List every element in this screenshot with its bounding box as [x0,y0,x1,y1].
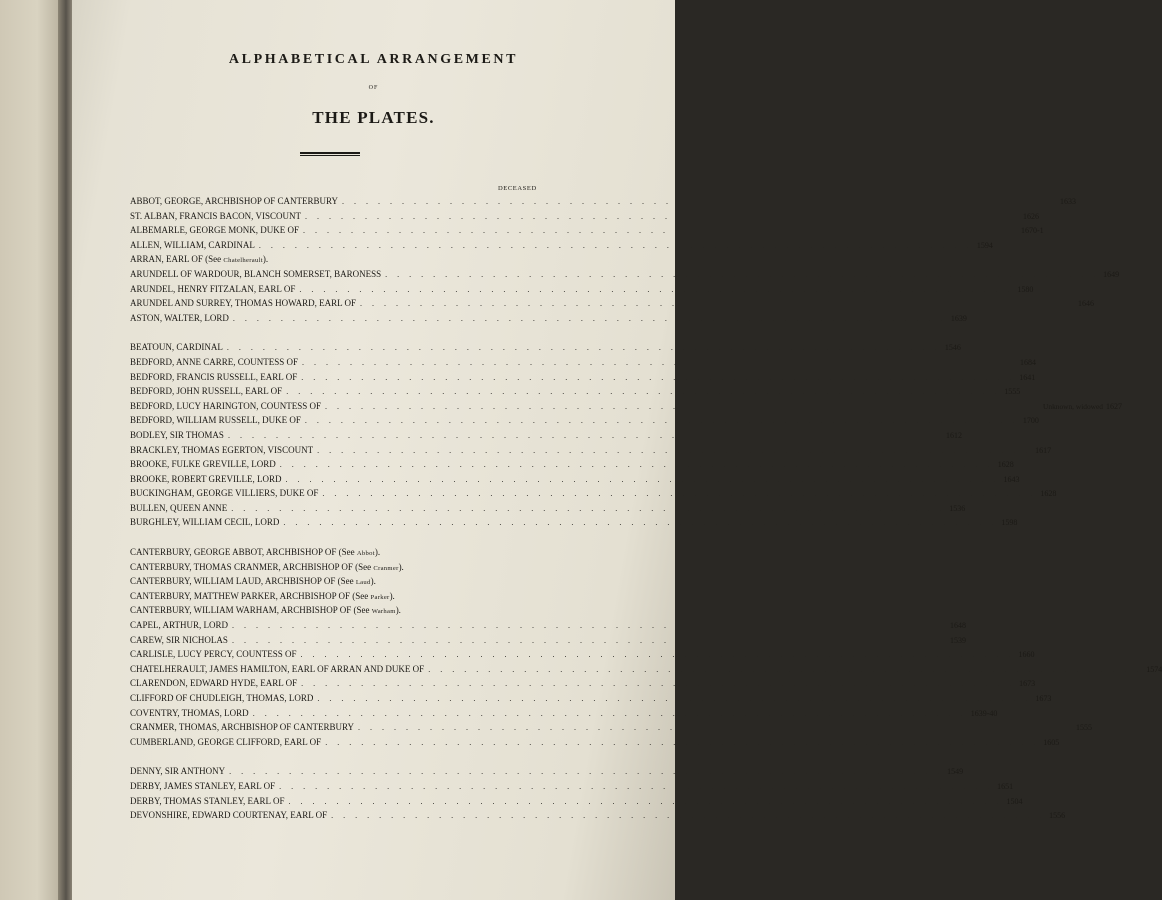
column-header-deceased: DECEASED [498,185,537,192]
entry-year: 1504 [1006,796,1023,806]
dot-leader: . . . . . . . . . . . . . . . . . . . . . . . . . . . . . . . . . . . . . . . . . . . . . . . . . . . . . . . . . . . . [303,226,1017,236]
dot-leader: . . . . . . . . . . . . . . . . . . . . . . . . . . . . . . . . . . . . . . . . . . . . . . . . . . . . . . . . . . . . [325,737,1040,747]
index-entry [130,399,1122,414]
dot-leader: . . . . . . . . . . . . . . . . . . . . . . . . . . . . . . . . . . . . . . . . . . . . . . . . . . . . . . . . . . . . [283,518,998,528]
index-entry [130,355,1037,370]
index-entry [130,296,1095,311]
entry-name-text: BROOKE, ROBERT GREVILLE, LORD [130,473,282,484]
index-entry [130,545,534,560]
index-entry [130,413,1039,428]
index-entry [130,340,961,355]
entry-name [130,209,301,224]
entry-name-text: CANTERBURY, THOMAS CRANMER, ARCHBISHOP OF (See [130,561,374,572]
entry-year: 1626 [1022,211,1039,221]
entry-name-text: BROOKE, FULKE GREVILLE, LORD [130,459,276,470]
entry-name [130,194,338,209]
index-entry [130,676,1036,691]
entry-name-text: CANTERBURY, GEORGE ABBOT, ARCHBISHOP OF (See [130,547,357,558]
entry-name-text: BEATOUN, CARDINAL [130,342,223,353]
dot-leader: . . . . . . . . . . . . . . . . . . . . . . . . . . . . . . . . . . . . . . . . . . . . . . . . . . . . . . . . . . . . [299,284,1014,294]
entry-name [130,706,249,721]
index-entry [130,720,1093,735]
entry-year: 1555 [1004,387,1021,397]
index-entry [130,501,966,516]
group-spacer [130,749,534,764]
entry-year: 1673 [1019,679,1036,689]
dot-leader: . . . . . . . . . . . . . . . . . . . . . . . . . . . . . . . . . . . . . . . . . . . . . . . . . . . . . . . . . . . . [304,211,1019,221]
entry-name [130,633,228,648]
index-entry [130,194,1077,209]
dot-leader: . . . . . . . . . . . . . . . . . . . . . . . . . . . . . . . . . . . . . . . . . . . . . . . . . . . . . . . . . . . . [232,313,947,323]
entry-name [130,691,313,706]
dot-leader: . . . . . . . . . . . . . . . . . . . . . . . . . . . . . . . . . . . . . . . . . . . . . . . . . . . . . . . . . . . . [229,767,944,777]
cross-reference-close: ). [370,576,376,587]
entry-year: 1627 [1105,401,1122,411]
index-entry [130,560,534,575]
entry-name-text: DERBY, JAMES STANLEY, EARL OF [130,780,276,791]
entry-name-text: COVENTRY, THOMAS, LORD [130,707,249,718]
entry-name-text: DEVONSHIRE, EDWARD COURTENAY, EARL OF [130,810,328,821]
entry-name [130,370,297,385]
entry-year: 1574 [1146,664,1162,674]
entry-name-text: CANTERBURY, MATTHEW PARKER, ARCHBISHOP OF (See [130,590,371,601]
entry-year: 1598 [1001,518,1018,528]
dot-leader: . . . . . . . . . . . . . . . . . . . . . . . . . . . . . . . . . . . . . . . . . . . . . . . . . . . . . . . . . . . . [258,240,973,250]
entry-name-text: CUMBERLAND, GEORGE CLIFFORD, EARL OF [130,736,322,747]
entry-name-text: DENNY, SIR ANTHONY [130,766,226,777]
entry-name [130,676,297,691]
group-spacer [130,325,534,340]
dot-leader: . . . . . . . . . . . . . . . . . . . . . . . . . . . . . . . . . . . . . . . . . . . . . . . . . . . . . . . . . . . . [302,357,1017,367]
cross-reference-close: ). [389,590,395,601]
entry-name-text: DERBY, THOMAS STANLEY, EARL OF [130,795,285,806]
entry-name [130,355,298,370]
entry-name-text: BEDFORD, ANNE CARRE, COUNTESS OF [130,356,299,367]
index-entry [130,735,1060,750]
entry-year: 1628 [1040,489,1057,499]
index-entry [130,574,534,589]
index-entry [130,589,534,604]
dot-leader: . . . . . . . . . . . . . . . . . . . . . . . . . . . . . . . . . . . . . . . . . . . . . . . . . . . . . . . . . . . . [360,299,1075,309]
previous-page-edge [0,0,62,900]
dot-leader: . . . . . . . . . . . . . . . . . . . . . . . . . . . . . . . . . . . . . . . . . . . . . . . . . . . . . . . . . . . . [231,635,946,645]
entry-name-text: ASTON, WALTER, LORD [130,312,229,323]
entry-name-text: CARLISLE, LUCY PERCY, COUNTESS OF [130,649,297,660]
entry-name [130,238,255,253]
entry-name [130,223,299,238]
entry-name [130,501,227,516]
index-entry [130,808,1066,823]
entry-name-text: ARRAN, EARL OF (See [130,254,224,265]
index-entry [130,457,1014,472]
entry-year: 1549 [947,767,964,777]
cross-reference: Laud [355,579,371,587]
entry-year: 1639-40 [970,708,998,718]
entry-name-text: CANTERBURY, WILLIAM LAUD, ARCHBISHOP OF (See [130,576,356,587]
entry-name [130,384,282,399]
entry-name-text: CAREW, SIR NICHOLAS [130,634,228,645]
entry-year: 1555 [1076,723,1093,733]
entry-name-text: ALLEN, WILLIAM, CARDINAL [130,239,255,250]
dot-leader: . . . . . . . . . . . . . . . . . . . . . . . . . . . . . . . . . . . . . . . . . . . . . . . . . . . . . . . . . . . . [322,489,1037,499]
entry-name-text: BEDFORD, FRANCIS RUSSELL, EARL OF [130,371,298,382]
entry-year: 1649 [1103,269,1120,279]
entry-year: 1605 [1043,737,1060,747]
dot-leader: . . . . . . . . . . . . . . . . . . . . . . . . . . . . . . . . . . . . . . . . . . . . . . . . . . . . . . . . . . . . [285,474,1000,484]
entry-year: 1580 [1017,284,1034,294]
index-entry [130,515,1018,530]
entry-year: 1536 [949,503,966,513]
entry-name-text: CAPEL, ARTHUR, LORD [130,620,228,631]
entry-name [130,486,318,501]
entry-year: 1660 [1018,650,1035,660]
index-entry [130,209,1039,224]
dot-leader: . . . . . . . . . . . . . . . . . . . . . . . . . . . . . . . . . . . . . . . . . . . . . . . . . . . . . . . . . . . . [286,387,1001,397]
dot-leader: . . . . . . . . . . . . . . . . . . . . . . . . . . . . . . . . . . . . . . . . . . . . . . . . . . . . . . . . . . . . [226,343,941,353]
dot-leader: . . . . . . . . . . . . . . . . . . . . . . . . . . . . . . . . . . . . . . . . . . . . . . . . . . . . . . . . . . . . [279,781,994,791]
entry-name-text: ARUNDEL, HENRY FITZALAN, EARL OF [130,283,296,294]
title-rule [300,152,360,156]
entry-name-text: CHATELHERAULT, JAMES HAMILTON, EARL OF ARRAN AND DUKE OF [130,663,425,674]
index-entry [130,647,1035,662]
cross-reference: Parker [370,593,390,601]
entry-year: 1617 [1035,445,1052,455]
entry-name [130,764,225,779]
index-entry [130,486,1057,501]
index-entry [130,267,1120,282]
dot-leader: . . . . . . . . . . . . . . . . . . . . . . . . . . . . . . . . . . . . . . . . . . . . . . . . . . . . . . . . . . . . [325,401,1040,411]
index-entry [130,764,964,779]
index-entry [130,370,1036,385]
entry-year: 1641 [1019,372,1036,382]
index-entry [130,428,962,443]
dot-leader: . . . . . . . . . . . . . . . . . . . . . . . . . . . . . . . . . . . . . . . . . . . . . . . . . . . . . . . . . . . . [342,197,1057,206]
entry-name [130,296,356,311]
entry-year: 1646 [1078,299,1095,309]
index-entry [130,443,1052,458]
cross-reference-close: ). [395,605,401,616]
entry-year: 1648 [949,621,966,631]
index-entry [130,252,534,267]
cross-reference: Chatelherault [223,257,263,265]
index-entry [130,662,1162,677]
cross-reference: Cranmer [373,564,399,572]
entry-name-text: BUCKINGHAM, GEORGE VILLIERS, DUKE OF [130,488,319,499]
dot-leader: . . . . . . . . . . . . . . . . . . . . . . . . . . . . . . . . . . . . . . . . . . . . . . . . . . . . . . . . . . . . [304,416,1019,426]
entry-year: 1639 [950,313,967,323]
group-spacer [130,530,534,545]
entry-name [130,399,321,414]
index-entry [130,472,1020,487]
page [72,0,1162,900]
entry-name-text: ABBOT, GEORGE, ARCHBISHOP OF CANTERBURY [130,196,339,206]
entry-year: 1651 [997,781,1014,791]
entry-name-text: BRACKLEY, THOMAS EGERTON, VISCOUNT [130,444,314,455]
index-entry [130,633,966,648]
entry-name-text: ALBEMARLE, GEORGE MONK, DUKE OF [130,225,299,236]
entry-name-text: BEDFORD, WILLIAM RUSSELL, DUKE OF [130,415,301,426]
entry-name [130,340,223,355]
entry-name-text: ARUNDELL OF WARDOUR, BLANCH SOMERSET, BARONESS [130,268,382,279]
dot-leader: . . . . . . . . . . . . . . . . . . . . . . . . . . . . . . . . . . . . . . . . . . . . . . . . . . . . . . . . . . . . [227,430,942,440]
entry-name-text: CANTERBURY, WILLIAM WARHAM, ARCHBISHOP OF (See [130,605,372,616]
dot-leader: . . . . . . . . . . . . . . . . . . . . . . . . . . . . . . . . . . . . . . . . . . . . . . . . . . . . . . . . . . . . [300,650,1015,660]
dot-leader: . . . . . . . . . . . . . . . . . . . . . . . . . . . . . . . . . . . . . . . . . . . . . . . . . . . . . . . . . . . . [317,445,1032,455]
dot-leader: . . . . . . . . . . . . . . . . . . . . . . . . . . . . . . . . . . . . . . . . . . . . . . . . . . . . . . . . . . . . [231,621,946,631]
entry-year: 1539 [949,635,966,645]
entry-year: 1594 [976,240,993,250]
dot-leader: . . . . . . . . . . . . . . . . . . . . . . . . . . . . . . . . . . . . . . . . . . . . . . . . . . . . . . . . . . . . [385,269,1100,279]
dot-leader: . . . . . . . . . . . . . . . . . . . . . . . . . . . . . . . . . . . . . . . . . . . . . . . . . . . . . . . . . . . . [279,460,994,470]
page-subtitle: THE PLATES. [312,108,435,127]
entry-name [130,779,275,794]
entry-name [130,794,284,809]
dot-leader: . . . . . . . . . . . . . . . . . . . . . . . . . . . . . . . . . . . . . . . . . . . . . . . . . . . . . . . . . . . . [331,811,1046,821]
index-entry [130,282,1034,297]
entry-name-text: BEDFORD, JOHN RUSSELL, EARL OF [130,386,283,397]
index-entry [130,223,1044,238]
entry-name [130,282,295,297]
dot-leader: . . . . . . . . . . . . . . . . . . . . . . . . . . . . . . . . . . . . . . . . . . . . . . . . . . . . . . . . . . . . [358,723,1073,733]
index-entry [130,311,967,326]
entry-name [130,472,282,487]
entry-name [130,428,224,443]
entry-year: 1684 [1020,357,1037,367]
entry-name-text: BEDFORD, LUCY HARINGTON, COUNTESS OF [130,400,322,411]
index-entry [130,779,1014,794]
index-entry [130,603,534,618]
dot-leader: . . . . . . . . . . . . . . . . . . . . . . . . . . . . . . . . . . . . . . . . . . . . . . . . . . . . . . . . . . . . [301,372,1016,382]
dot-leader: . . . . . . . . . . . . . . . . . . . . . . . . . . . . . . . . . . . . . . . . . . . . . . . . . . . . . . . . . . . . [301,679,1016,689]
entry-name [130,311,229,326]
entry-name-text: BODLEY, SIR THOMAS [130,429,224,440]
entry-name [130,515,279,530]
entry-name-text: BULLEN, QUEEN ANNE [130,502,228,513]
cross-reference: Abbot [356,550,375,558]
cross-reference: Warham [371,608,396,616]
entry-name-text: CLARENDON, EDWARD HYDE, EARL OF [130,678,298,689]
dot-leader: . . . . . . . . . . . . . . . . . . . . . . . . . . . . . . . . . . . . . . . . . . . . . . . . . . . . . . . . . . . . [317,694,1032,703]
dot-leader: . . . . . . . . . . . . . . . . . . . . . . . . . . . . . . . . . . . . . . . . . . . . . . . . . . . . . . . . . . . . [252,708,967,718]
index-entry [130,384,1021,399]
entry-year: 1556 [1049,811,1066,821]
title-connector: OF [368,85,379,91]
cross-reference-close: ). [262,254,269,265]
entry-name [130,443,313,458]
entry-name [130,662,424,677]
dot-leader: . . . . . . . . . . . . . . . . . . . . . . . . . . . . . . . . . . . . . . . . . . . . . . . . . . . . . . . . . . . . [231,503,946,513]
entry-name-text: CLIFFORD OF CHUDLEIGH, THOMAS, LORD [130,693,314,703]
entry-year: 1643 [1003,474,1020,484]
dot-leader: . . . . . . . . . . . . . . . . . . . . . . . . . . . . . . . . . . . . . . . . . . . . . . . . . . . . . . . . . . . . [288,796,1003,806]
index-entry [130,238,993,253]
index-entry [130,691,1052,706]
entry-name [130,413,301,428]
index-entry [130,706,998,721]
dot-leader: . . . . . . . . . . . . . . . . . . . . . . . . . . . . . . . . . . . . . . . . . . . . . . . . . . . . . . . . . . . . [428,664,1143,674]
entry-name-text: ARUNDEL AND SURREY, THOMAS HOWARD, EARL OF [130,298,357,309]
index-entry [130,794,1023,809]
entry-year: 1612 [945,430,962,440]
cross-reference-close: ). [398,561,404,572]
page-title: ALPHABETICAL ARRANGEMENT [228,52,519,67]
entry-year: 1633 [1060,197,1077,206]
entry-name [130,720,354,735]
entry-name [130,457,276,472]
cross-reference-close: ). [374,547,381,558]
entry-name [130,808,327,823]
entry-name [130,647,297,662]
entry-year: 1673 [1035,694,1052,703]
entry-name-text: ST. ALBAN, FRANCIS BACON, VISCOUNT [130,210,301,221]
index-list [130,194,1162,823]
entry-name-text: BURGHLEY, WILLIAM CECIL, LORD [130,517,280,528]
entry-name [130,618,228,633]
index-entry [130,618,966,633]
entry-year: 1628 [997,460,1014,470]
entry-name [130,735,321,750]
entry-year: 1670-1 [1021,226,1044,236]
entry-note: Unknown, widowed [1043,401,1103,411]
entry-name-text: CRANMER, THOMAS, ARCHBISHOP OF CANTERBURY [130,722,355,733]
entry-name [130,267,381,282]
entry-year: 1546 [944,343,961,353]
entry-year: 1700 [1022,416,1039,426]
